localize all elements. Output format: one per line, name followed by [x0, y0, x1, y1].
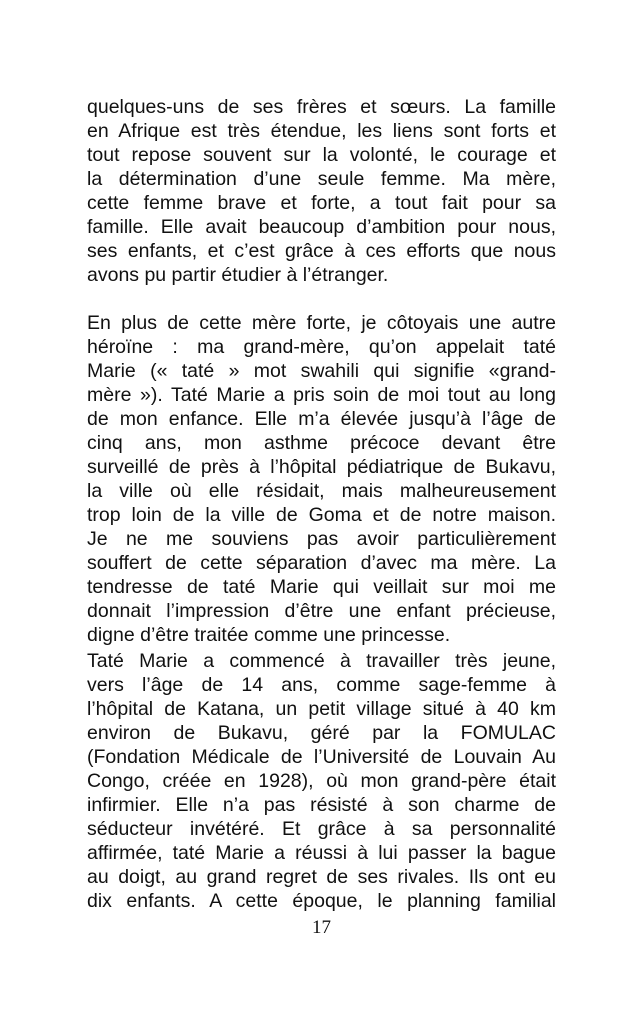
page-number: 17: [312, 917, 331, 938]
text-line: souffert de cette séparation d’avec ma mère. La: [87, 552, 556, 574]
text-line: quelques-uns de ses frères et sœurs. La famille: [87, 96, 556, 118]
text-line: affirmée, taté Marie a réussi à lui passer la bague: [87, 842, 556, 864]
text-line: vers l’âge de 14 ans, comme sage-femme à: [87, 674, 556, 696]
paragraph-2: [87, 311, 556, 647]
text-line: tout repose souvent sur la volonté, le courage et: [87, 144, 556, 166]
text-line: la ville où elle résidait, mais malheureusement: [87, 480, 556, 502]
text-line: digne d’être traitée comme une princesse.: [87, 624, 451, 646]
text-line: tendresse de taté Marie qui veillait sur moi me: [87, 576, 556, 598]
text-line: dix enfants. A cette époque, le planning familial: [87, 890, 556, 912]
text-line: environ de Bukavu, géré par la FOMULAC: [87, 722, 556, 744]
text-line: avons pu partir étudier à l’étranger.: [87, 264, 389, 286]
text-line: au doigt, au grand regret de ses rivales. Ils ont eu: [87, 866, 556, 888]
text-line: en Afrique est très étendue, les liens sont forts et: [87, 120, 556, 142]
text-line: cinq ans, mon asthme précoce devant être: [87, 432, 556, 454]
text-line: (Fondation Médicale de l’Université de Louvain Au: [87, 746, 556, 768]
text-line: Marie (« taté » mot swahili qui signifie «grand-: [87, 360, 556, 382]
text-line: surveillé de près à l’hôpital pédiatrique de Bukavu,: [87, 456, 556, 478]
paragraph-3: [87, 649, 556, 913]
text-line: séducteur invétéré. Et grâce à sa personnalité: [87, 818, 556, 840]
text-line: ses enfants, et c’est grâce à ces efforts que nous: [87, 240, 556, 262]
text-line: Je ne me souviens pas avoir particulièrement: [87, 528, 556, 550]
text-line: mère »). Taté Marie a pris soin de moi tout au long: [87, 384, 556, 406]
text-line: donnait l’impression d’être une enfant précieuse,: [87, 600, 556, 622]
text-line: Congo, créée en 1928), où mon grand-père était: [87, 770, 556, 792]
text-line: infirmier. Elle n’a pas résisté à son charme de: [87, 794, 556, 816]
text-line: Taté Marie a commencé à travailler très jeune,: [87, 650, 556, 672]
text-line: cette femme brave et forte, a tout fait pour sa: [87, 192, 556, 214]
text-line: de mon enfance. Elle m’a élevée jusqu’à l’âge de: [87, 408, 556, 430]
text-line: héroïne : ma grand-mère, qu’on appelait taté: [87, 336, 556, 358]
text-line: trop loin de la ville de Goma et de notre maison.: [87, 504, 556, 526]
paragraph-1: [87, 95, 556, 287]
text-line: l’hôpital de Katana, un petit village situé à 40 km: [87, 698, 556, 720]
text-line: famille. Elle avait beaucoup d’ambition pour nous,: [87, 216, 556, 238]
text-line: la détermination d’une seule femme. Ma mère,: [87, 168, 556, 190]
text-line: En plus de cette mère forte, je côtoyais une autre: [87, 312, 556, 334]
